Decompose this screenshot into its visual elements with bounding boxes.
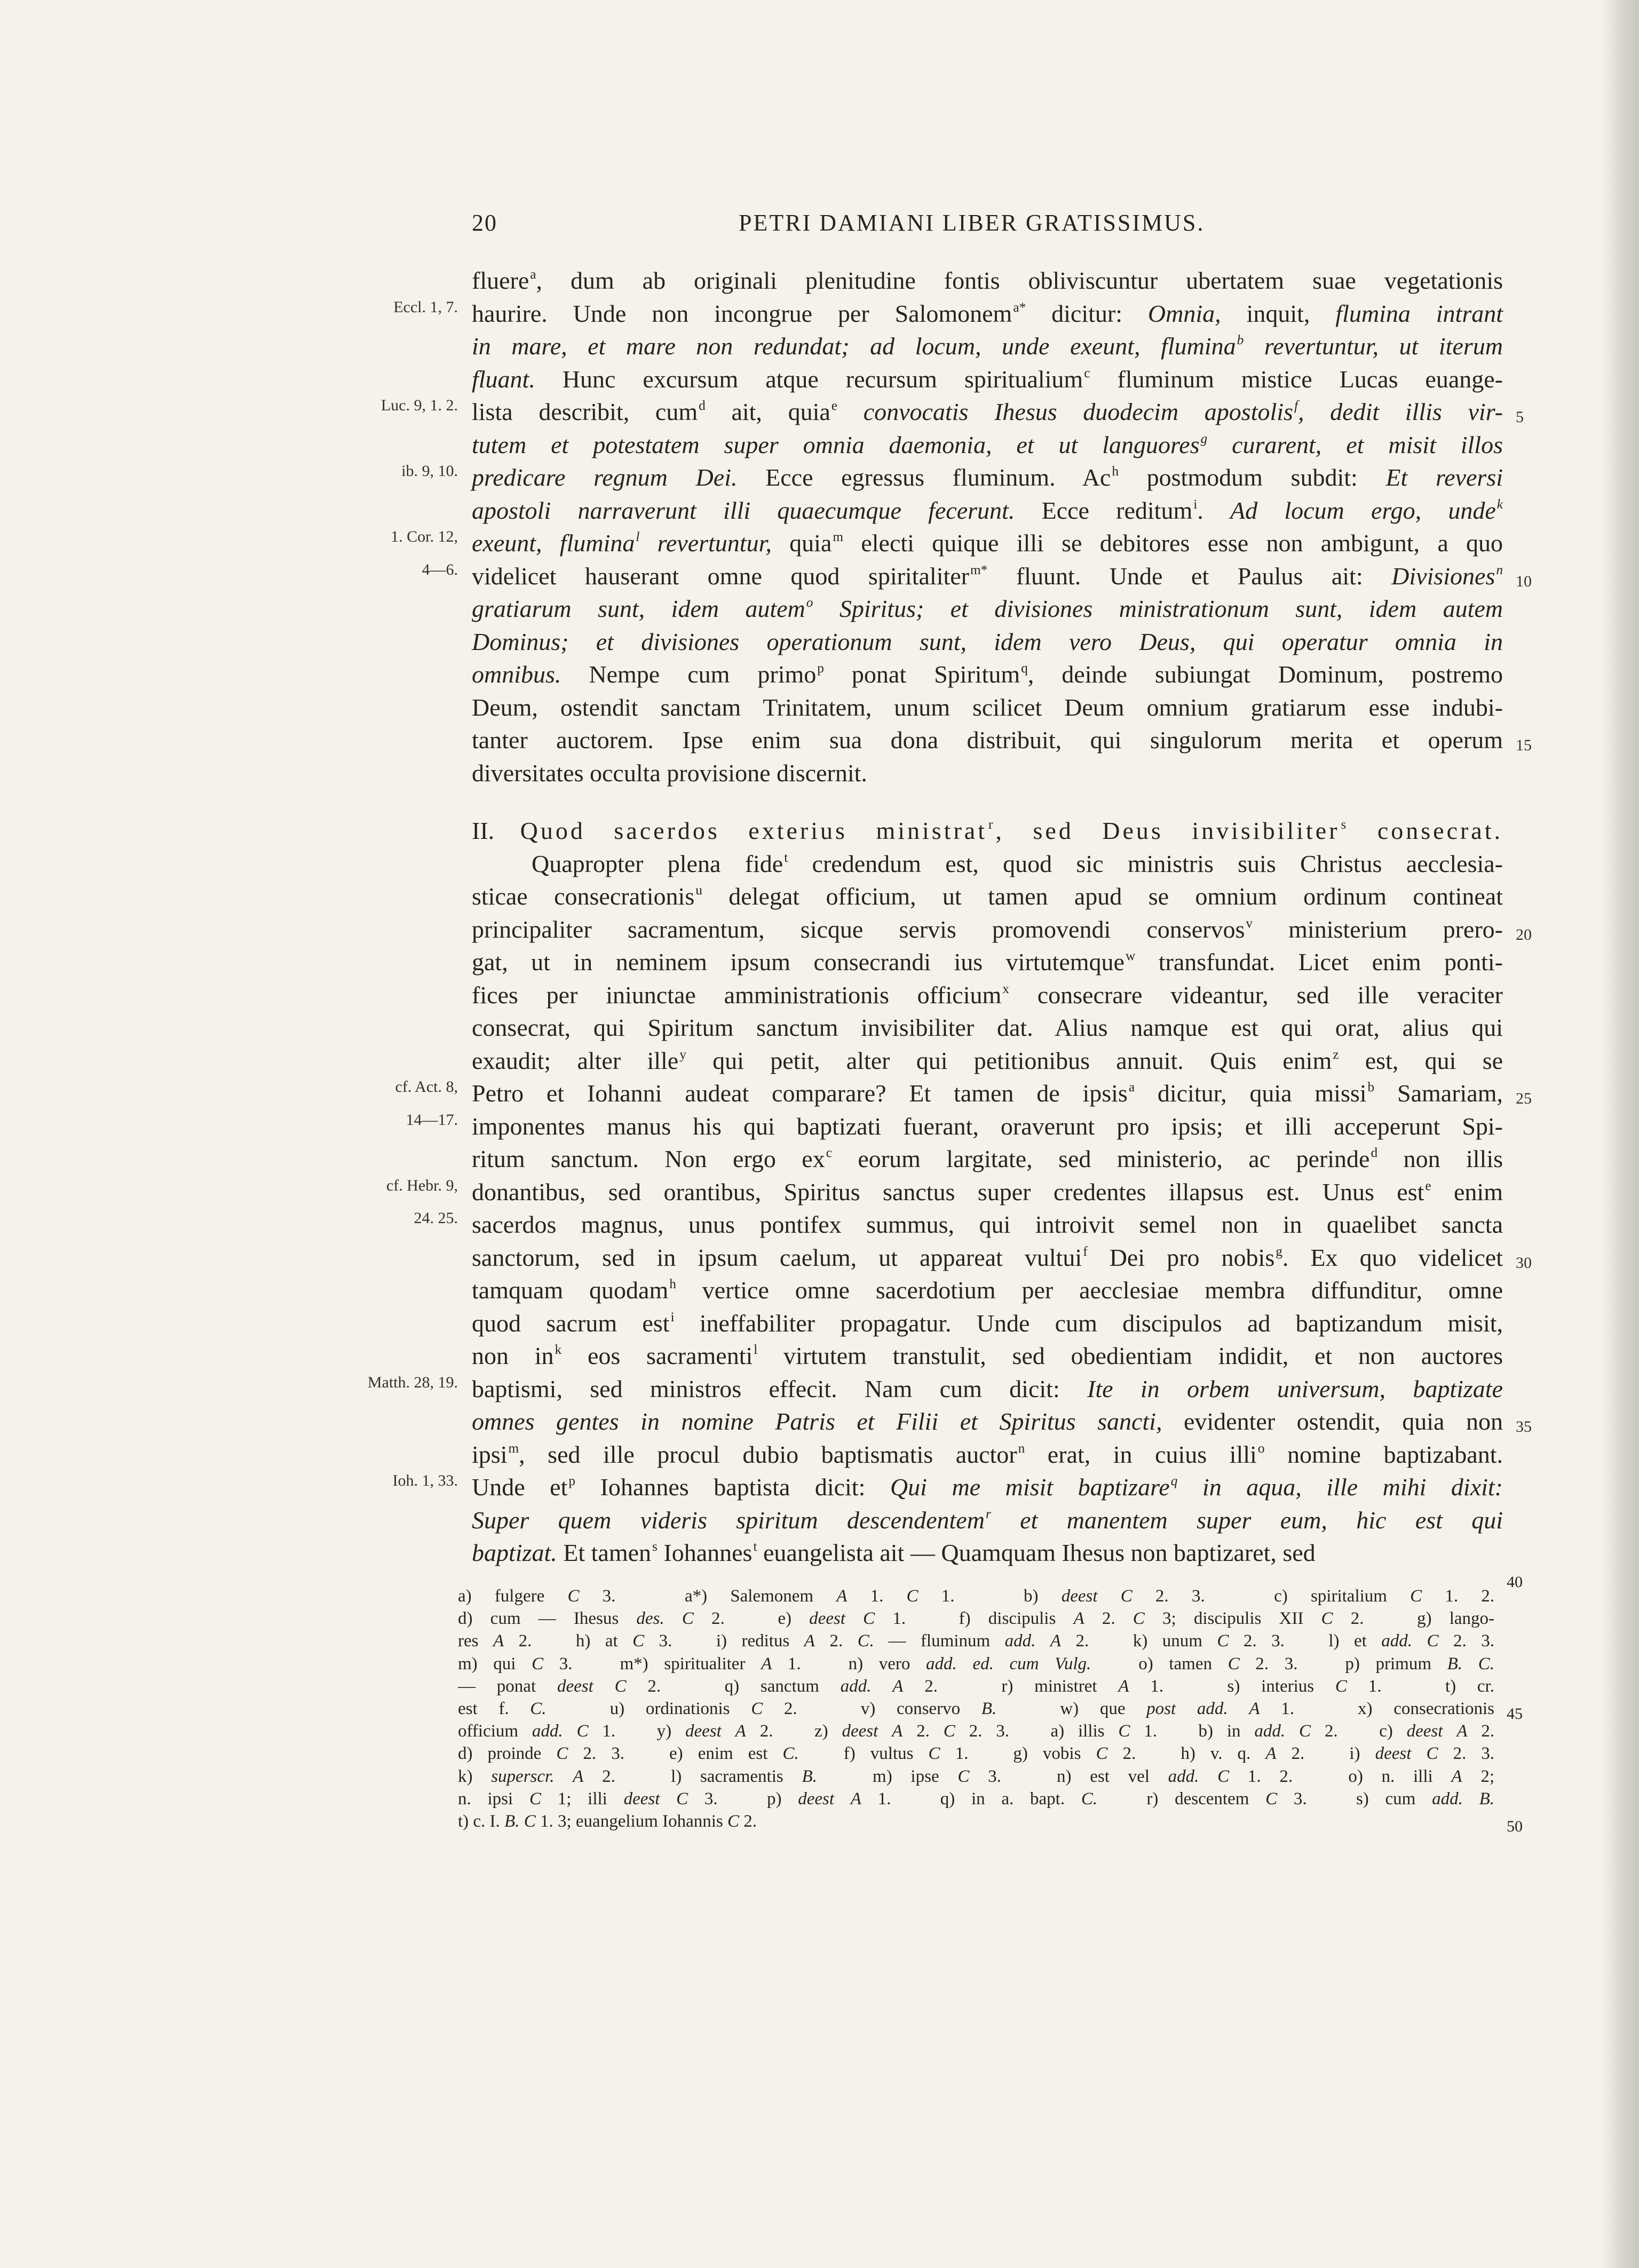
line-number: 20 xyxy=(1516,925,1532,943)
line-text: fluere$^a$, dum ab originali plenitudine fontis obliviscuntur ubertatem suae vegetationis xyxy=(472,267,1503,294)
line-text: lista describit, cum$^d$ ait, quia$^e$ convocatis Ihesus duodecim apostolis$^f$, dedit illis vir- xyxy=(472,398,1503,425)
text-line xyxy=(472,429,1503,462)
text-line xyxy=(472,1438,1503,1471)
text-line xyxy=(472,1405,1532,1438)
line-text: Super quem videris spiritum descendentem$^r$ et manentem super eum, hic est qui xyxy=(472,1506,1503,1534)
footnote-line xyxy=(458,1630,1494,1652)
line-number: 45 xyxy=(1507,1704,1523,1723)
margin-reference: 14—17. xyxy=(406,1111,458,1129)
footnote-text: a) fulgere C 3. a*) Salemonem A 1. C 1. b) deest C 2. 3. c) spiritalium C 1. 2. xyxy=(458,1587,1495,1606)
text-line xyxy=(472,946,1503,979)
line-text: sticae consecrationis$^u$ delegat officium, ut tamen apud se omnium ordinum contineat xyxy=(472,883,1503,910)
text-line xyxy=(472,494,1503,527)
footnote-text: n. ipsi C 1; illi deest C 3. p) deest A 1. q) in a. bapt. C. r) descentem C 3. s) cum add. B. xyxy=(458,1789,1495,1809)
line-text: imponentes manus his qui baptizati fuerant, oraverunt pro ipsis; et illi acceperunt Spi- xyxy=(472,1112,1503,1140)
text-line xyxy=(472,724,1532,757)
line-text: Quapropter plena fide$^t$ credendum est, quod sic ministris suis Christus aecclesia- xyxy=(532,850,1503,877)
line-number: 35 xyxy=(1516,1418,1532,1436)
line-text: apostoli narraverunt illi quaecumque fecerunt. Ecce reditum$^i$. Ad locum ergo, unde$^k$ xyxy=(472,496,1503,524)
margin-reference: 24. 25. xyxy=(414,1209,458,1227)
footnote-line xyxy=(458,1788,1494,1810)
footnote-text: k) superscr. A 2. l) sacramentis B. m) ipse C 3. n) est vel add. C 1. 2. o) n. illi A 2; xyxy=(458,1766,1494,1786)
text-block-2 xyxy=(367,847,1532,1569)
line-text: omnibus. Nempe cum primo$^p$ ponat Spiritum$^q$, deinde subiungat Dominum, postremo xyxy=(472,661,1503,688)
margin-reference: 4—6. xyxy=(422,560,458,578)
margin-reference: Ioh. 1, 33. xyxy=(392,1472,458,1489)
page-number: 20 xyxy=(472,210,497,236)
margin-reference: Eccl. 1, 7. xyxy=(393,298,458,316)
line-text: predicare regnum Dei. Ecce egressus fluminum. Ac$^h$ postmodum subdit: Et reversi xyxy=(472,464,1503,491)
footnote-text: res A 2. h) at C 3. i) reditus A 2. C. — fluminum add. A 2. k) unum C 2. 3. l) et add. C 2. 3. xyxy=(458,1631,1495,1651)
footnote-line xyxy=(458,1653,1494,1675)
text-line xyxy=(472,757,1503,790)
line-text: exaudit; alter ille$^y$ qui petit, alter qui petitionibus annuit. Quis enim$^z$ est, qui se xyxy=(472,1046,1503,1074)
footnote-text: officium add. C 1. y) deest A 2. z) deest A 2. C 2. 3. a) illis C 1. b) in add. C 2. c) deest A 2. xyxy=(458,1722,1495,1741)
section-numeral: II. xyxy=(472,817,495,844)
line-text: ritum sanctum. Non ergo $ex^c$ eorum largitate, sed ministerio, ac perinde$^d$ non illis xyxy=(472,1145,1503,1172)
text-line xyxy=(472,1339,1503,1373)
line-text: baptismi, sed ministros effecit. Nam cum dicit: Ite in orbem universum, baptizate xyxy=(472,1375,1503,1402)
line-text: baptizat. Et tamen$^s$ Iohannes$^t$ euangelista ait — Quamquam Ihesus non baptizaret, sed xyxy=(472,1539,1316,1566)
line-number: 25 xyxy=(1516,1090,1532,1107)
text-line xyxy=(367,1373,1503,1406)
line-number: 30 xyxy=(1516,1254,1532,1272)
footnote-line xyxy=(458,1810,1523,1835)
line-text: fices per iniunctae amministrationis officium$^x$ consecrare videantur, sed ille veraciter xyxy=(472,981,1503,1009)
margin-reference: Luc. 9, 1. 2. xyxy=(381,396,458,414)
footnote-text: — ponat deest C 2. q) sanctum add. A 2. r) ministret A 1. s) interius C 1. t) cr. xyxy=(458,1676,1494,1696)
line-text: gat, ut in neminem ipsum consecrandi ius virtutemque$^w$ transfundat. Licet enim ponti- xyxy=(472,948,1503,976)
line-text: tanter auctorem. Ipse enim sua dona distribuit, qui singulorum merita et operum xyxy=(472,726,1503,754)
line-number: 50 xyxy=(1507,1817,1523,1835)
text-line xyxy=(472,979,1503,1012)
footnote-line xyxy=(458,1573,1523,1607)
line-text: gratiarum sunt, idem autem$^o$ Spiritus; et divisiones ministrationum sunt, idem autem xyxy=(472,595,1503,622)
margin-reference: cf. Hebr. 9, xyxy=(386,1176,458,1194)
text-line xyxy=(472,1011,1503,1044)
text-line xyxy=(472,847,1503,881)
line-text: ipsi$^m$, sed ille procul dubio baptismatis auctor$^n$ erat, in cuius illi$^o$ nomine baptizabant. xyxy=(472,1440,1503,1468)
page-gutter-shadow xyxy=(1602,0,1639,2268)
footnote-text: d) cum — Ihesus des. C 2. e) deest C 1. f) discipulis A 2. C 3; discipulis XII C 2. g) lango- xyxy=(458,1609,1495,1629)
footnote-line xyxy=(458,1675,1494,1698)
line-text: donantibus, sed orantibus, Spiritus sanctus super credentes illapsus est. Unus est$^e$ enim xyxy=(472,1178,1503,1206)
text-line xyxy=(472,1307,1503,1340)
text-line xyxy=(401,461,1503,494)
footnote-text: t) c. I. B. C 1. 3; euangelium Iohannis C 2. xyxy=(458,1811,757,1831)
text-line xyxy=(391,527,1503,560)
line-number: 10 xyxy=(1516,572,1532,590)
margin-reference: ib. 9, 10. xyxy=(401,462,458,480)
line-text: quod sacrum est$^i$ ineffabiliter propagatur. Unde cum discipulos ad baptizandum misit, xyxy=(472,1309,1503,1337)
text-block-1 xyxy=(381,264,1532,789)
line-number: 15 xyxy=(1516,736,1532,754)
text-line xyxy=(472,880,1503,913)
line-text: fluant. Hunc excursum atque recursum spiritualium$^c$ fluminum mistice Lucas euange- xyxy=(472,365,1503,393)
footnote-line xyxy=(458,1742,1494,1765)
line-text: principaliter sacramentum, sicque servis promovendi conservos$^v$ ministerium prero- xyxy=(472,915,1503,943)
footnote-text: d) proinde C 2. 3. e) enim est C. f) vultus C 1. g) vobis C 2. h) v. q. A 2. i) deest C 2. 3. xyxy=(458,1744,1495,1764)
line-text: omnes gentes in nomine Patris et Filii et Spiritus sancti, evidenter ostendit, quia non xyxy=(472,1408,1503,1435)
text-line xyxy=(472,1044,1503,1077)
line-text: tamquam quodam$^h$ vertice omne sacerdotium per aecclesiae membra diffunditur, omne xyxy=(472,1276,1503,1304)
line-text: Petro et Iohanni audeat comparare? Et tamen de ipsis$^a$ dicitur, quia missi$^b$ Samariam, xyxy=(472,1080,1503,1107)
footnote-line xyxy=(458,1607,1494,1630)
section-heading xyxy=(472,814,1503,847)
text-line xyxy=(472,330,1503,363)
line-number: 40 xyxy=(1507,1573,1523,1591)
text-line xyxy=(472,1536,1503,1569)
line-number: 5 xyxy=(1516,408,1524,426)
section-gap xyxy=(472,789,1503,814)
line-text: sanctorum, sed in ipsum caelum, ut appareat vultui$^f$ Dei pro nobis$^g$. Ex quo videlicet xyxy=(472,1243,1503,1271)
footnote-line xyxy=(458,1698,1523,1723)
line-text: videlicet hauserant omne quod spiritaliter$^{m*}$ fluunt. Unde et Paulus ait: Divisiones$^n$ xyxy=(472,562,1503,590)
line-text: in mare, et mare non redundat; ad locum, unde exeunt, flumina$^b$ revertuntur, ut iterum xyxy=(472,332,1503,360)
line-text: tutem et potestatem super omnia daemonia, et ut languores$^g$ curarent, et misit illos xyxy=(472,431,1503,458)
text-line xyxy=(381,395,1524,429)
text-line xyxy=(406,1110,1503,1143)
section-title: Quod sacerdos exterius ministrat$^r$, sed Deus invisibiliter$^s$ consecrat. xyxy=(520,817,1503,844)
line-text: non $in^k$ eos sacramenti$^l$ virtutem transtulit, sed obedientiam indidit, et non auctores xyxy=(472,1342,1503,1369)
text-line xyxy=(472,691,1503,724)
text-line xyxy=(472,363,1503,396)
line-text: exeunt, flumina$^l$ revertuntur, quia$^m$ electi quique illi se debitores esse non ambigunt, a quo xyxy=(472,529,1503,557)
running-header xyxy=(472,209,1503,241)
footnote-text: m) qui C 3. m*) spiritualiter A 1. n) vero add. ed. cum Vulg. o) tamen C 2. 3. p) primum B. C. xyxy=(458,1654,1494,1674)
text-line xyxy=(472,658,1503,691)
text-line xyxy=(472,1241,1532,1274)
text-line xyxy=(393,297,1503,330)
footnote-line xyxy=(458,1720,1494,1742)
line-text: sacerdos magnus, unus pontifex summus, qui introivit semel non in quaelibet sancta xyxy=(472,1211,1503,1238)
line-text: Deum, ostendit sanctam Trinitatem, unum scilicet Deum omnium gratiarum esse indubi- xyxy=(472,693,1503,721)
footnote-text: est f. C. u) ordinationis C 2. v) conservo B. w) que post add. A 1. x) consecrationis xyxy=(458,1699,1495,1718)
main-text xyxy=(367,264,1532,1569)
text-line xyxy=(472,592,1503,625)
footnote-line xyxy=(458,1765,1494,1788)
text-line xyxy=(472,264,1503,297)
text-line xyxy=(472,1143,1503,1176)
margin-reference: Matth. 28, 19. xyxy=(367,1373,458,1391)
text-line xyxy=(422,560,1532,593)
margin-reference: 1. Cor. 12, xyxy=(391,528,458,545)
text-line xyxy=(472,1274,1503,1307)
line-text: Dominus; et divisiones operationum sunt, idem vero Deus, qui operatur omnia in xyxy=(472,628,1503,655)
text-line xyxy=(414,1208,1503,1241)
line-text: consecrat, qui Spiritum sanctum invisibiliter dat. Alius namque est qui orat, alius qui xyxy=(472,1014,1503,1041)
text-line xyxy=(472,913,1532,946)
text-line xyxy=(386,1176,1503,1209)
text-line xyxy=(472,625,1503,659)
text-line xyxy=(472,1504,1503,1537)
text-line xyxy=(395,1077,1532,1110)
text-line xyxy=(392,1471,1503,1504)
line-text: haurire. Unde non incongrue per Salomonem$^{a*}$ dicitur: Omnia, inquit, flumina intrant xyxy=(472,299,1503,327)
critical-apparatus xyxy=(458,1573,1523,1835)
line-text: diversitates occulta provisione discernit. xyxy=(472,759,867,787)
line-text: Unde $et^p$ Iohannes baptista dicit: Qui me misit baptizare$^q$ in aqua, ille mihi dixit: xyxy=(472,1473,1503,1501)
margin-reference: cf. Act. 8, xyxy=(395,1078,458,1096)
running-title: PETRI DAMIANI LIBER GRATISSIMUS. xyxy=(739,210,1205,236)
